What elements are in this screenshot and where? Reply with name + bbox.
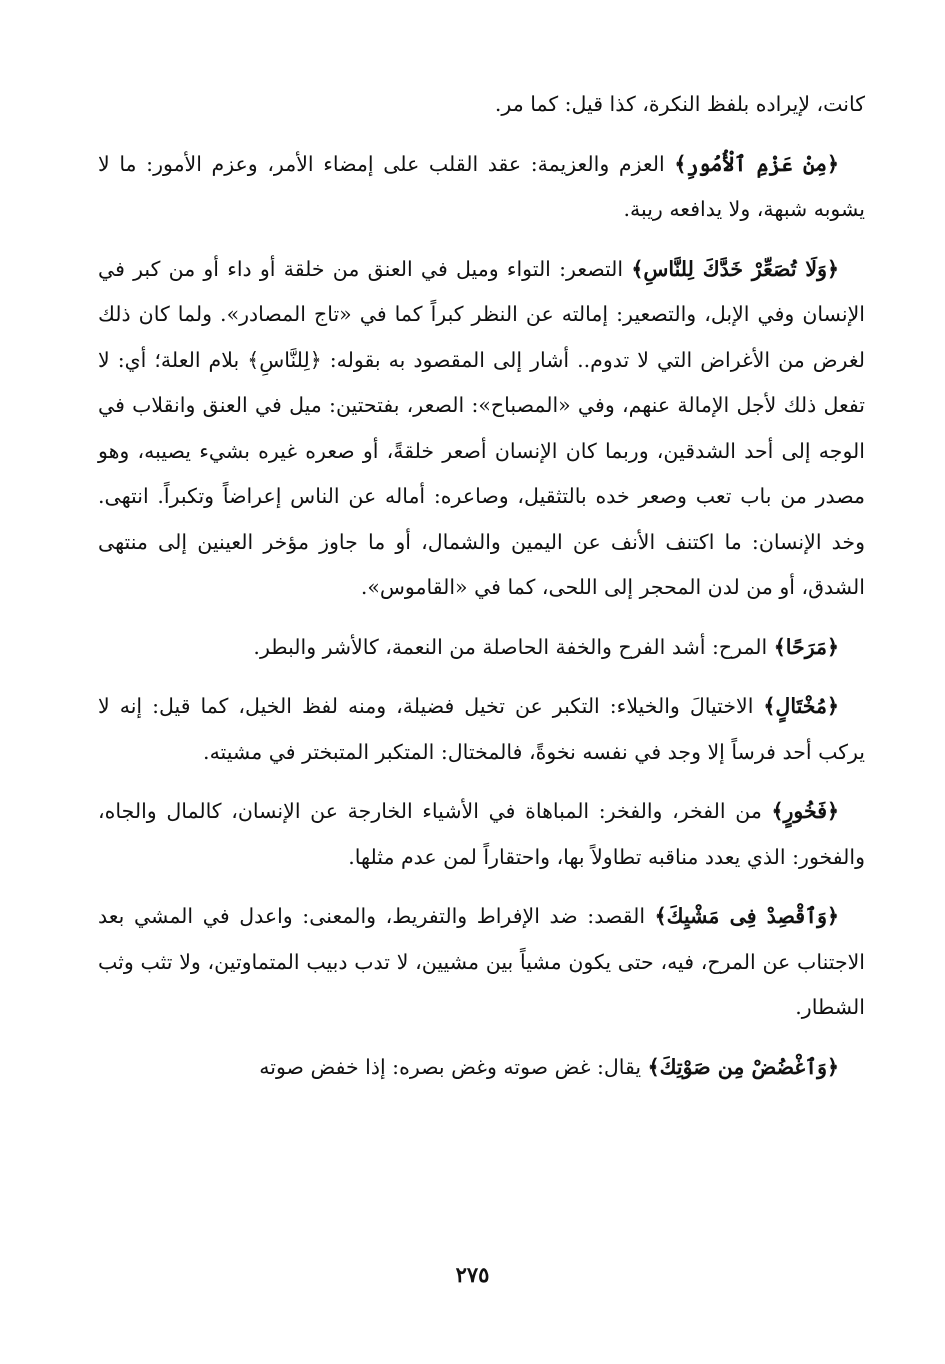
paragraph-text: من الفخر، والفخر: المباهاة في الأشياء الخارجة عن الإنسان، كالمال والجاه، والفخور: الذي يعدد مناقبه تطاولاً بها، واحتقاراً لمن عدم مثلها. — [98, 799, 865, 869]
paragraph-text: العزم والعزيمة: عقد القلب على إمضاء الأمر، وعزم الأمور: ما لا يشوبه شبهة، ولا يدافعه ريبة. — [98, 151, 865, 221]
quran-phrase: ﴿وَلَا تُصَعِّرْ خَدَّكَ لِلنَّاسِ﴾ — [631, 256, 839, 281]
paragraph-tusa-ir — [98, 247, 865, 611]
page-number: ٢٧٥ — [455, 1262, 490, 1287]
paragraph-text: القصد: ضد الإفراط والتفريط، والمعنى: واعدل في المشي بعد الاجتناب عن المرح، فيه، حتى يكون مشياً بين مشيين، لا تدب دبيب المتماوتين، ولا تثب وثب الشطار. — [98, 904, 865, 1019]
quran-phrase: ﴿وَٱقْصِدْ فِى مَشْيِكَ﴾ — [654, 904, 839, 928]
quran-phrase: ﴿وَٱغْضُضْ مِن صَوْتِكَ﴾ — [647, 1054, 839, 1079]
paragraph-azm-al-umur — [98, 142, 865, 233]
paragraph-mukhtal — [98, 684, 865, 775]
paragraph-ughdud — [98, 1045, 865, 1091]
paragraph-text: كانت، لإيراده بلفظ النكرة، كذا قيل: كما مر. — [494, 92, 865, 116]
paragraph-text: يقال: غض صوته وغض بصره: إذا خفض صوته — [259, 1054, 648, 1079]
paragraph-marahan — [98, 625, 865, 671]
paragraph-text: المرح: أشد الفرح والخفة الحاصلة من النعمة، كالأشر والبطر. — [253, 634, 774, 659]
paragraph-continuation — [98, 82, 865, 128]
page-body — [98, 82, 865, 1104]
quran-phrase: ﴿مَرَحًا﴾ — [773, 634, 839, 659]
quran-phrase: ﴿مِنْ عَزْمِ ٱلْأُمُورِ﴾ — [674, 151, 839, 176]
quran-phrase: ﴿فَخُورٍ﴾ — [771, 799, 839, 823]
paragraph-text: التصعر: التواء وميل في العنق من خلقة أو داء أو من كبر في الإنسان وفي الإبل، والتصعير: إمالته عن النظر كبراً كما في «تاج المصادر». ولما كان ذلك لغرض من الأغراض التي لا تدوم.. أشار إلى المقصود به بقوله: ﴿لِلنَّاسِ﴾ بلام العلة؛ أي: لا تفعل ذلك لأجل الإمالة عنهم، وفي «المصباح»: الصعر، بفتحتين: ميل في العنق وانقلاب في الوجه إلى أحد الشدقين، وربما كان الإنسان أصعر خلقةً، أو صعره غيره بشيء يصيبه، وهو مصدر من باب تعب وصعر خده بالتثقيل، وصاعره: أماله عن الناس إعراضاً وتكبراً. انتهى. وخد الإنسان: ما اكتنف الأنف عن اليمين والشمال، أو ما جاوز مؤخر العينين إلى منتهى الشدق، أو من لدن المحجر إلى اللحى، كما في «القاموس». — [98, 256, 865, 599]
paragraph-iqsid — [98, 894, 865, 1031]
paragraph-fakhur — [98, 789, 865, 880]
quran-phrase: ﴿مُخْتَالٍ﴾ — [763, 694, 839, 718]
paragraph-text: الاختيالَ والخيلاء: التكبر عن تخيل فضيلة، ومنه لفظ الخيل، كما قيل: إنه لا يركب أحد فرساً إلا وجد في نفسه نخوةً، فالمختال: المتكبر المتبختر في مشيته. — [98, 694, 865, 764]
